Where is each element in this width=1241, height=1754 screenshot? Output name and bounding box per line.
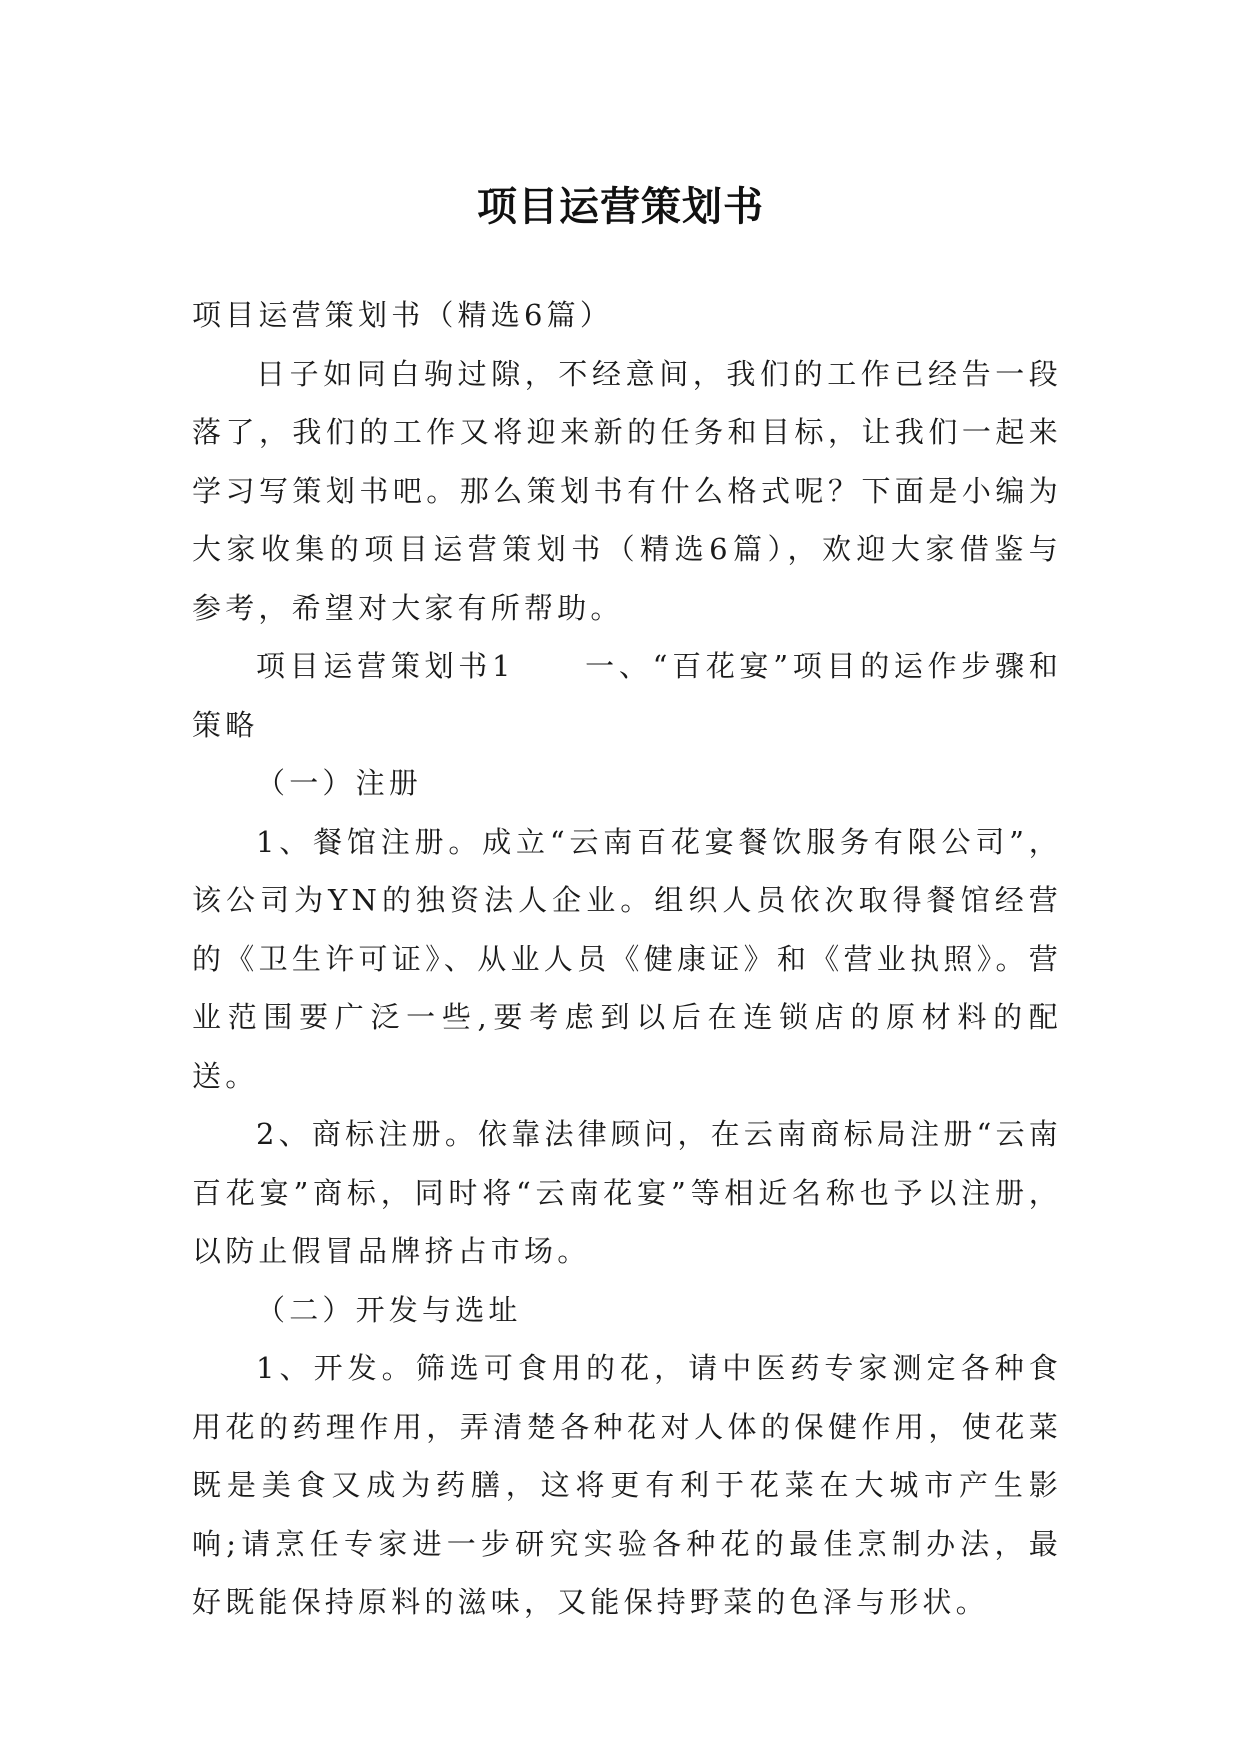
item-restaurant-registration: 1、餐馆注册。成立“云南百花宴餐饮服务有限公司”，该公司为YN的独资法人企业。组织人员依次取得餐馆经营的《卫生许可证》、从业人员《健康证》和《营业执照》。营业范围要广泛一些,要考虑到以后在连锁店的原材料的配送。 — [192, 824, 1062, 1093]
document-subtitle: 项目运营策划书（精选6篇） — [192, 298, 614, 332]
subsection-title-registration: （一）注册 — [256, 766, 423, 800]
section-heading-paragraph — [192, 637, 1062, 754]
document-title: 项目运营策划书 — [477, 183, 764, 230]
section-heading: 一、“百花宴”项目的运作步骤和策略 — [192, 649, 1062, 742]
item-trademark-registration: 2、商标注册。依靠法律顾问，在云南商标局注册“云南百花宴”商标，同时将“云南花宴”等相近名称也予以注册，以防止假冒品牌挤占市场。 — [192, 1117, 1062, 1268]
item-development: 1、开发。筛选可食用的花，请中医药专家测定各种食用花的药理作用，弄清楚各种花对人体的保健作用，使花菜既是美食又成为药膳，这将更有利于花菜在大城市产生影响;请烹任专家进一步研究实验各种花的最佳烹制办法，最好既能保持原料的滋味，又能保持野菜的色泽与形状。 — [192, 1351, 1062, 1619]
subsection-title-development: （二）开发与选址 — [256, 1292, 522, 1327]
document-body — [192, 286, 1062, 1632]
intro-paragraph: 日子如同白驹过隙，不经意间，我们的工作已经告一段落了，我们的工作又将迎来新的任务和目标，让我们一起来学习写策划书吧。那么策划书有什么格式呢？下面是小编为大家收集的项目运营策划书（精选6篇），欢迎大家借鉴与参考，希望对大家有所帮助。 — [192, 356, 1062, 625]
section-label: 项目运营策划书1 — [256, 649, 515, 683]
